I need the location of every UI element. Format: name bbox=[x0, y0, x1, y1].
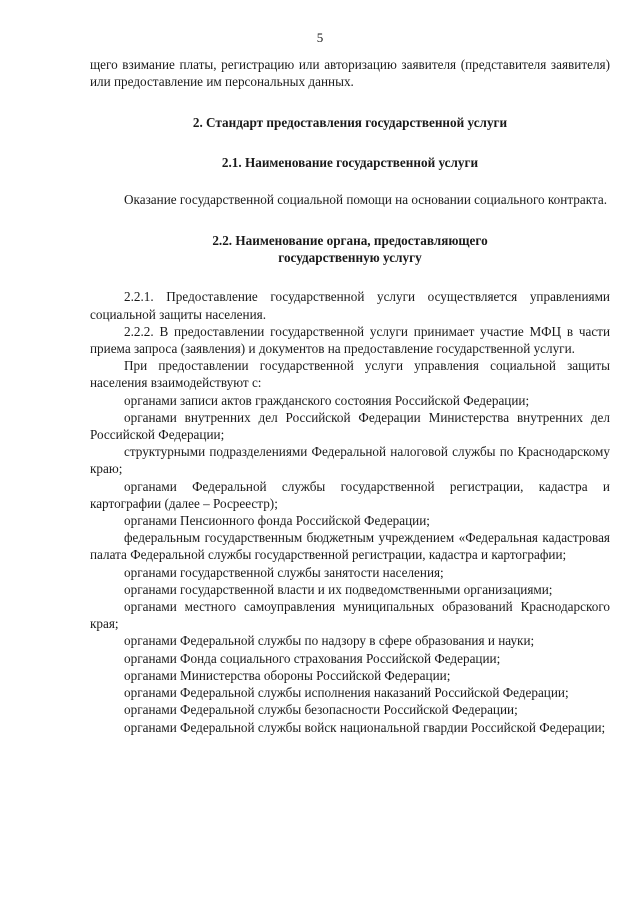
list-item: органами Федеральной службы государственной регистрации, кадастра и картографии (далее – Росреестр); bbox=[90, 478, 610, 511]
list-item: органами Федеральной службы безопасности Российской Федерации; bbox=[124, 702, 518, 718]
list-item: органами Пенсионного фонда Российской Федерации; bbox=[124, 513, 430, 529]
list-item: структурными подразделениями Федеральной налоговой службы по Краснодарскому краю; bbox=[90, 444, 610, 477]
subsection-heading-service-name: 2.1. Наименование государственной услуги bbox=[221, 154, 479, 170]
list-item: органами Федеральной службы войск национальной гвардии Российской Федерации; bbox=[124, 719, 606, 735]
list-item: органами записи актов гражданского состояния Российской Федерации; bbox=[124, 392, 530, 408]
paragraph-2-2-2: 2.2.2. В предоставлении государственной услуги принимает участие МФЦ в части приема запроса (заявления) и документов на предоставление государственной услуги. bbox=[90, 323, 610, 357]
authority-section-body bbox=[90, 288, 610, 735]
page-content bbox=[90, 56, 610, 736]
paragraph-continuation: щего взимание платы, регистрацию или авторизацию заявителя (представителя заявителя) или предоставление им персональных данных. bbox=[90, 57, 610, 90]
paragraph-service-name: Оказание государственной социальной помощи на основании социального контракта. bbox=[124, 191, 607, 207]
subsection-heading-authority bbox=[90, 232, 610, 266]
paragraph-interaction-intro: При предоставлении государственной услуги управления социальной защиты населения взаимодействуют с: bbox=[90, 358, 610, 391]
paragraph-2-2-1: 2.2.1. Предоставление государственной услуги осуществляется управлениями социальной защиты населения. bbox=[90, 289, 610, 322]
page-number: 5 bbox=[316, 30, 324, 45]
section-heading-standard: 2. Стандарт предоставления государственной услуги bbox=[192, 115, 508, 131]
list-item: органами Министерства обороны Российской Федерации; bbox=[124, 667, 451, 683]
list-item: органами Федеральной службы исполнения наказаний Российской Федерации; bbox=[124, 685, 569, 701]
list-item: органами Федеральной службы по надзору в сфере образования и науки; bbox=[124, 633, 535, 649]
list-item: органами государственной службы занятости населения; bbox=[124, 564, 444, 580]
heading-line-2: государственную услугу bbox=[278, 250, 422, 266]
list-item: органами местного самоуправления муниципальных образований Краснодарского края; bbox=[90, 599, 610, 632]
heading-line-1: 2.2. Наименование органа, предоставляющего bbox=[212, 233, 488, 249]
list-item: органами Фонда социального страхования Российской Федерации; bbox=[124, 650, 501, 666]
list-item: органами внутренних дел Российской Федерации Министерства внутренних дел Российской Федерации; bbox=[90, 409, 610, 443]
list-item: федеральным государственным бюджетным учреждением «Федеральная кадастровая палата Федеральной службы государственной регистрации, кадастра и картографии; bbox=[90, 530, 610, 563]
list-item: органами государственной власти и их подведомственными организациями; bbox=[124, 581, 553, 597]
